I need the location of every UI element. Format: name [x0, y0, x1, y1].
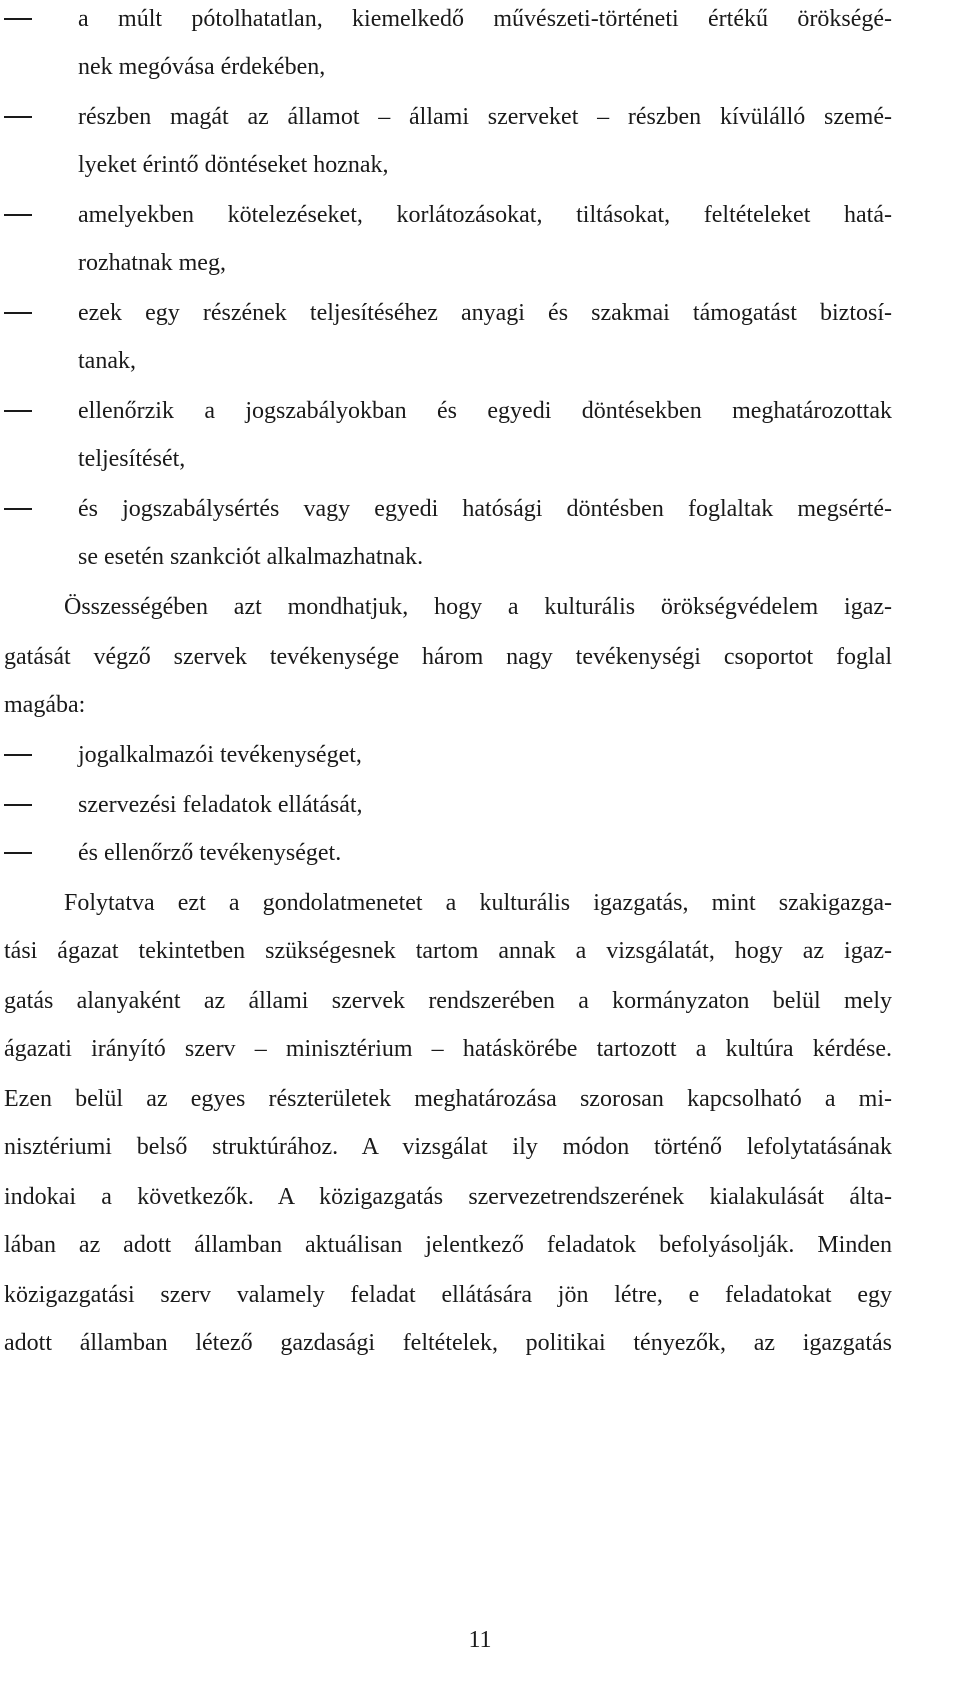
paragraph-line: Ezen belül az egyes részterületek meghatározása szorosan kapcsolható a mi- — [4, 1086, 892, 1112]
paragraph-line: gatását végző szervek tevékenysége három nagy tevékenységi csoportot foglal — [4, 644, 892, 670]
paragraph-line: lában az adott államban aktuálisan jelentkező feladatok befolyásolják. Minden — [4, 1232, 892, 1258]
list-item-line: lyeket érintő döntéseket hoznak, — [78, 152, 389, 178]
paragraph-line: gatás alanyaként az állami szervek rendszerében a kormányzaton belül mely — [4, 988, 892, 1014]
list-item-line: ellenőrzik a jogszabályokban és egyedi döntésekben meghatározottak — [78, 398, 892, 424]
dash-bullet-icon — [4, 410, 32, 412]
dash-bullet-icon — [4, 18, 32, 20]
paragraph-line: nisztériumi belső struktúrához. A vizsgálat ily módon történő lefolytatásának — [4, 1134, 892, 1160]
paragraph-line: tási ágazat tekintetben szükségesnek tartom annak a vizsgálatát, hogy az igaz- — [4, 938, 892, 964]
paragraph-line: indokai a következők. A közigazgatás szervezetrendszerének kialakulását álta- — [4, 1184, 892, 1210]
dash-bullet-icon — [4, 804, 32, 806]
paragraph-line: magába: — [4, 692, 86, 718]
list-item-line: és ellenőrző tevékenységet. — [78, 840, 342, 866]
list-item-line: se esetén szankciót alkalmazhatnak. — [78, 544, 424, 570]
list-item-line: tanak, — [78, 348, 136, 374]
dash-bullet-icon — [4, 754, 32, 756]
list-item-line: nek megóvása érdekében, — [78, 54, 326, 80]
paragraph-line: közigazgatási szerv valamely feladat ellátására jön létre, e feladatokat egy — [4, 1282, 892, 1308]
list-item-line: jogalkalmazói tevékenységet, — [78, 742, 362, 768]
list-item-line: rozhatnak meg, — [78, 250, 226, 276]
paragraph-line: adott államban létező gazdasági feltételek, politikai tényezők, az igazgatás — [4, 1330, 892, 1356]
list-item-line: teljesítését, — [78, 446, 186, 472]
dash-bullet-icon — [4, 312, 32, 314]
list-item-line: amelyekben kötelezéseket, korlátozásokat, tiltásokat, feltételeket hatá- — [78, 202, 892, 228]
list-item-line: ezek egy részének teljesítéséhez anyagi és szakmai támogatást biztosí- — [78, 300, 892, 326]
dash-bullet-icon — [4, 508, 32, 510]
paragraph-line: ágazati irányító szerv – minisztérium – hatáskörébe tartozott a kultúra kérdése. — [4, 1036, 892, 1062]
dash-bullet-icon — [4, 214, 32, 216]
list-item-line: a múlt pótolhatatlan, kiemelkedő művészeti-történeti értékű örökségé- — [78, 6, 892, 32]
list-item-line: szervezési feladatok ellátását, — [78, 792, 363, 818]
paragraph-line: Összességében azt mondhatjuk, hogy a kulturális örökségvédelem igaz- — [64, 594, 892, 620]
page-number: 11 — [468, 1627, 492, 1653]
paragraph-line: Folytatva ezt a gondolatmenetet a kulturális igazgatás, mint szakigazga- — [64, 890, 892, 916]
dash-bullet-icon — [4, 852, 32, 854]
dash-bullet-icon — [4, 116, 32, 118]
list-item-line: és jogszabálysértés vagy egyedi hatósági döntésben foglaltak megsérté- — [78, 496, 892, 522]
list-item-line: részben magát az államot – állami szerveket – részben kívülálló szemé- — [78, 104, 892, 130]
